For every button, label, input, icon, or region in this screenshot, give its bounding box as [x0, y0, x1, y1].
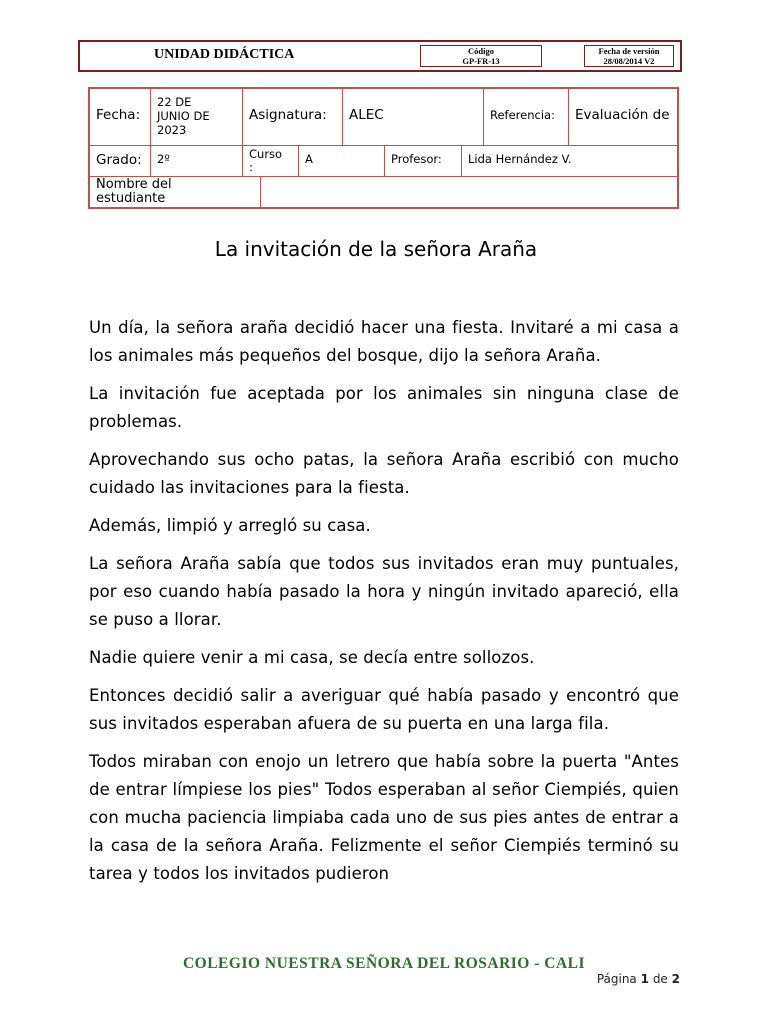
story-body — [89, 314, 679, 898]
profesor-label: Profesor: — [391, 152, 442, 166]
referencia-value: Evaluación de — [575, 107, 670, 123]
fecha-value: 22 DE JUNIO DE 2023 — [157, 95, 210, 137]
code-label: Código — [468, 46, 494, 56]
nombre-field[interactable] — [261, 177, 677, 207]
story-paragraph: Todos miraban con enojo un letrero que había sobre la puerta "Antes de entrar límpiese los pies" Todos esperaban al señor Ciempiés, quien con mucha paciencia limpiaba cada uno de sus pies antes de entrar a la casa de la señora Araña. Felizmente el señor Ciempiés terminó su tarea y todos los invitados pudieron — [89, 752, 679, 883]
story-paragraph: La señora Araña sabía que todos sus invitados eran muy puntuales, por eso cuando había pasado la hora y ningún invitado apareció, ella se puso a llorar. — [89, 554, 679, 629]
story-paragraph: Un día, la señora araña decidió hacer una fiesta. Invitaré a mi casa a los animales más pequeños del bosque, dijo la señora Araña. — [89, 318, 679, 365]
curso-label: Curso : — [249, 147, 283, 174]
story-paragraph: La invitación fue aceptada por los animales sin ninguna clase de problemas. — [89, 384, 679, 431]
info-row-2 — [90, 146, 677, 177]
asignatura-value: ALEC — [349, 107, 384, 123]
nombre-label: Nombre del estudiante — [96, 177, 172, 206]
grado-label: Grado: — [96, 152, 142, 168]
story-title: La invitación de la señora Araña — [214, 237, 538, 261]
document-header — [78, 40, 682, 72]
fecha-label: Fecha: — [96, 107, 141, 123]
version-label: Fecha de versión — [598, 46, 660, 56]
code-value: GP-FR-13 — [462, 56, 500, 66]
page-number: Página 1 de 2 — [596, 972, 680, 986]
info-row-3 — [90, 177, 677, 207]
referencia-label: Referencia: — [490, 108, 555, 122]
grado-value: 2º — [157, 152, 170, 166]
info-row-1 — [90, 89, 677, 146]
story-paragraph: Aprovechando sus ocho patas, la señora Araña escribió con mucho cuidado las invitaciones para la fiesta. — [89, 450, 679, 497]
story-paragraph: Nadie quiere venir a mi casa, se decía entre sollozos. — [89, 648, 535, 667]
version-box — [584, 45, 674, 67]
version-value: 28/08/2014 V2 — [603, 56, 655, 66]
story-paragraph: Entonces decidió salir a averiguar qué había pasado y encontró que sus invitados esperaban afuera de su puerta en una larga fila. — [89, 686, 679, 733]
asignatura-label: Asignatura: — [249, 107, 327, 123]
document-type-title: UNIDAD DIDÁCTICA — [154, 47, 295, 62]
story-paragraph: Además, limpió y arregló su casa. — [89, 516, 371, 535]
profesor-value: Lida Hernández V. — [468, 152, 572, 166]
curso-value: A — [305, 152, 313, 166]
code-box — [420, 45, 542, 67]
school-name-footer: COLEGIO NUESTRA SEÑORA DEL ROSARIO - CALI — [182, 955, 586, 972]
student-info-table — [88, 87, 679, 209]
